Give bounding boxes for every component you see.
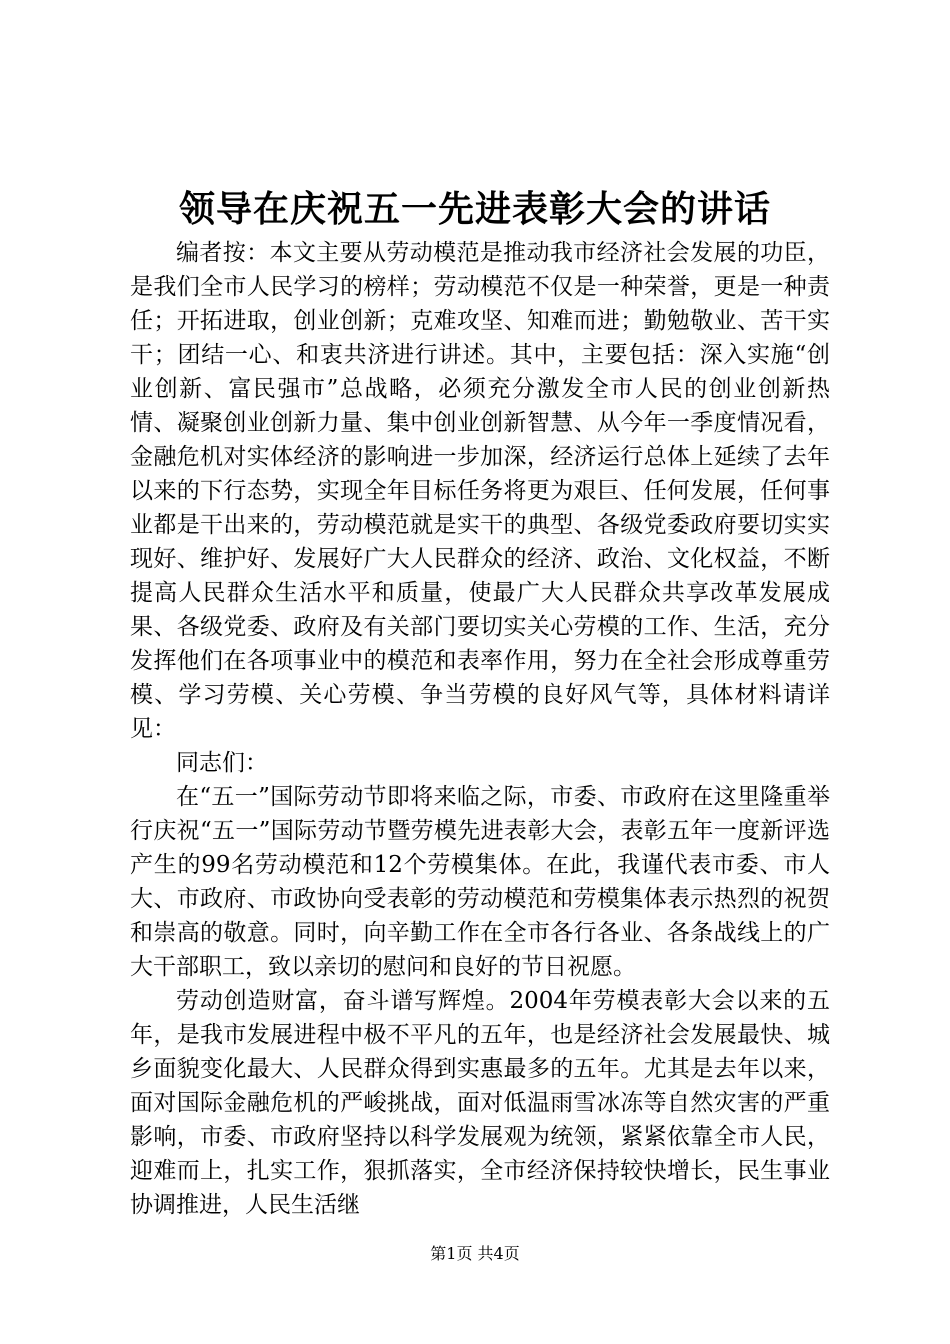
document-title: 领导在庆祝五一先进表彰大会的讲话 (178, 188, 771, 230)
editor-note-paragraph: 编者按：本文主要从劳动模范是推动我市经济社会发展的功臣，是我们全市人民学习的榜样；劳动模范不仅是一种荣誉，更是一种责任；开拓进取，创业创新；克难攻坚、知难而进；勤勉敬业、苦干实干；团结一心、和衷共济进行讲述。其中，主要包括：深入实施“创业创新、富民强市”总战略，必须充分激发全市人民的创业创新热情、凝聚创业创新力量、集中创业创新智慧、从今年一季度情况看，金融危机对实体经济的影响进一步加深，经济运行总体上延续了去年以来的下行态势，实现全年目标任务将更为艰巨、任何发展，任何事业都是干出来的，劳动模范就是实干的典型、各级党委政府要切实实现好、维护好、发展好广大人民群众的经济、政治、文化权益，不断提高人民群众生活水平和质量，使最广大人民群众共享改革发展成果、各级党委、政府及有关部门要切实关心劳模的工作、生活，充分发挥他们在各项事业中的模范和表率作用，努力在全社会形成尊重劳模、学习劳模、关心劳模、争当劳模的良好风气等，具体材料请详见： (130, 240, 830, 742)
document-body (130, 236, 830, 1222)
body-paragraph: 劳动创造财富，奋斗谱写辉煌。2004年劳模表彰大会以来的五年，是我市发展进程中极不平凡的五年，也是经济社会发展最快、城乡面貌变化最大、人民群众得到实惠最多的五年。尤其是去年以来，面对国际金融危机的严峻挑战，面对低温雨雪冰冻等自然灾害的严重影响，市委、市政府坚持以科学发展观为统领，紧紧依靠全市人民，迎难而上，扎实工作，狠抓落实，全市经济保持较快增长，民生事业协调推进，人民生活继 (130, 988, 830, 1218)
body-paragraph: 在“五一”国际劳动节即将来临之际，市委、市政府在这里隆重举行庆祝“五一”国际劳动节暨劳模先进表彰大会，表彰五年一度新评选产生的99名劳动模范和12个劳模集体。在此，我谨代表市委、市人大、市政府、市政协向受表彰的劳动模范和劳模集体表示热烈的祝贺和崇高的敬意。同时，向辛勤工作在全市各行各业、各条战线上的广大干部职工，致以亲切的慰问和良好的节日祝愿。 (130, 784, 830, 980)
salutation-paragraph: 同志们： (176, 750, 268, 776)
page-number-label: 第1页 共4页 (430, 1244, 520, 1263)
page-footer (0, 1243, 950, 1265)
